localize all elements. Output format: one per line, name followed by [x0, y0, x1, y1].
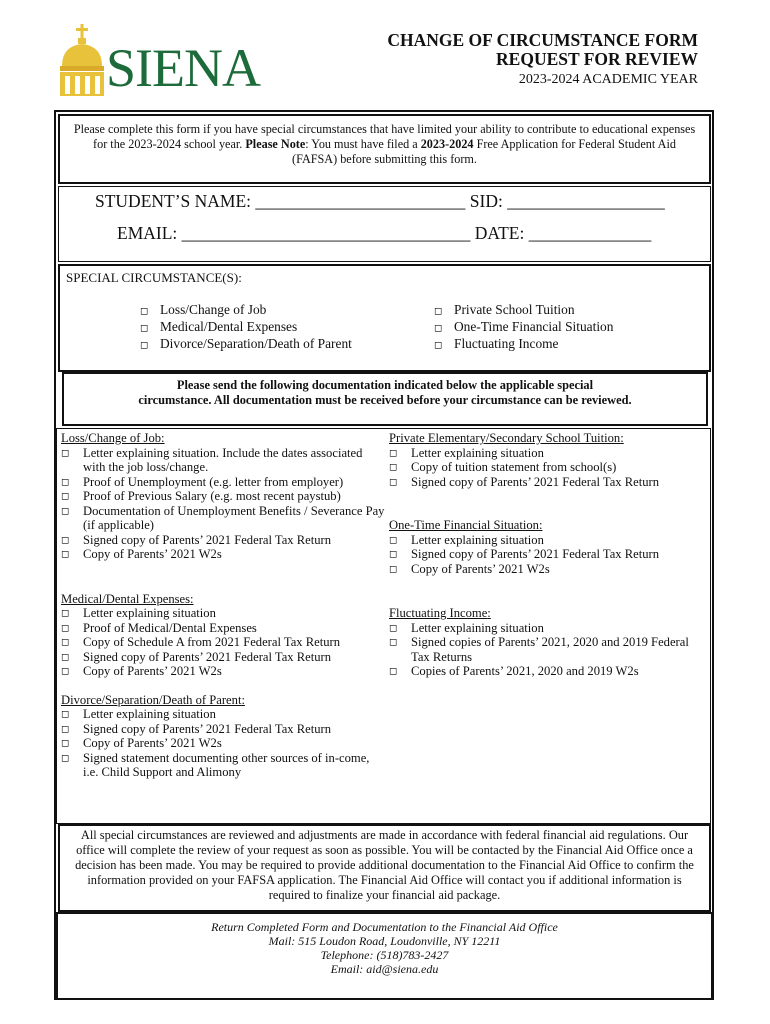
list-item: ◻ Letter explaining situation [389, 620, 544, 635]
docs-right-column [389, 431, 707, 679]
checkbox-icon[interactable]: ◻ [434, 306, 443, 317]
checkbox-icon[interactable]: ◻ [61, 549, 70, 560]
checkbox-icon[interactable]: ◻ [389, 462, 398, 473]
list-item: ◻ Signed statement documenting other sources of in-come, i.e. Child Support and Alimony [61, 750, 370, 779]
section-title: Medical/Dental Expenses [61, 591, 191, 606]
medical-section: Medical/Dental Expenses: ◻ Letter explaining situation ◻ Proof of Medical/Dental Expenses ◻ Copy of Schedule A from 2021 Federal Tax Return ◻ Signed copy of Parents’ 2021 Federal Tax Return ◻ Copy of Parents’ 2021 W2s [61, 592, 387, 679]
date-field[interactable]: DATE: ______________ [474, 223, 652, 243]
divorce-section: Divorce/Separation/Death of Parent: ◻ Letter explaining situation ◻ Signed copy of Parents’ 2021 Federal Tax Return ◻ Copy of Parents’ 2021 W2s ◻ Signed statement documenting other sources of in-come, i.e. Child Support and Alimony [61, 693, 387, 780]
circumstance-checkbox-item[interactable]: ◻ One-Time Financial Situation [434, 319, 614, 334]
loss-job-section: Loss/Change of Job: ◻ Letter explaining situation. Include the dates associated with the job loss/change. ◻ Proof of Unemployment (e.g. letter from employer) ◻ Proof of Previous Salary (e.g. most recent paystub) ◻ Documentation of Unemployment Benefits / Severance Pay (if applicable) ◻ Signed copy of Parents’ 2021 Federal Tax Return ◻ Copy of Parents’ 2021 W2s [61, 431, 387, 562]
section-title: Private Elementary/Secondary School Tuition [389, 431, 621, 445]
checkbox-icon[interactable]: ◻ [389, 563, 398, 575]
section-title: Divorce/Separation/Death of Parent [61, 692, 242, 707]
list-item: ◻ Proof of Previous Salary (e.g. most recent paystub) [61, 489, 341, 503]
fluctuating-section: Fluctuating Income: ◻ Letter explaining situation ◻ Signed copies of Parents’ 2021, 2020 and 2019 Federal Tax Returns ◻ Copies of Parents’ 2021, 2020 and 2019 W2s [389, 606, 707, 679]
note-label: Please Note [245, 137, 306, 151]
checkbox-icon[interactable]: ◻ [434, 340, 443, 351]
note-year: 2023-2024 [420, 137, 474, 151]
checkbox-icon[interactable]: ◻ [140, 340, 149, 351]
section-title: Loss/Change of Job [61, 431, 162, 445]
intro-instructions: Please complete this form if you have special circumstances that have limited your ability to contribute to educational expenses for the 2023-2024 school year. Please Note: You must have filed a 2023-2024 Free Application for Federal Student Aid (FAFSA) before submitting this form. [58, 114, 711, 184]
checkbox-icon[interactable]: ◻ [61, 666, 70, 677]
academic-year: 2023-2024 ACADEMIC YEAR [518, 72, 698, 87]
circumstance-checkbox-item[interactable]: ◻ Loss/Change of Job [140, 302, 267, 317]
list-item: ◻ Letter explaining situation [389, 445, 544, 460]
checkbox-icon[interactable]: ◻ [61, 738, 70, 749]
list-item: ◻ Copy of Parents’ 2021 W2s [389, 561, 550, 576]
circumstances-right-list [434, 302, 613, 353]
section-title: One-Time Financial Situation [389, 518, 539, 532]
list-item: ◻ Letter explaining situation [61, 606, 216, 620]
checkbox-icon[interactable]: ◻ [61, 622, 70, 634]
circumstances-left-list [140, 302, 352, 353]
section-title: Fluctuating Income [389, 606, 488, 620]
circumstance-checkbox-item[interactable]: ◻ Medical/Dental Expenses [140, 319, 298, 334]
circumstances-heading: SPECIAL CIRCUMSTANCE(S): [66, 270, 242, 285]
list-item: ◻ Signed copy of Parents’ 2021 Federal Tax Return [61, 721, 332, 736]
private-school-section: Private Elementary/Secondary School Tuition: ◻ Letter explaining situation ◻ Copy of tuition statement from school(s) ◻ Signed copy of Parents’ 2021 Federal Tax Return [389, 431, 707, 489]
siena-logo [56, 24, 286, 98]
checkbox-icon[interactable]: ◻ [61, 723, 70, 735]
checkbox-icon[interactable]: ◻ [389, 534, 398, 546]
checkbox-icon[interactable]: ◻ [61, 476, 70, 488]
list-item: ◻ Copies of Parents’ 2021, 2020 and 2019 W2s [389, 664, 639, 678]
documentation-notice: Please send the following documentation indicated below the applicable special circumstance. All documentation must be received before your circumstance can be reviewed. [62, 372, 708, 426]
email-contact[interactable]: Email: aid@siena.edu [330, 962, 439, 976]
form-subtitle: REQUEST FOR REVIEW [496, 49, 698, 69]
logo-wordmark: SIENA [106, 38, 260, 98]
checkbox-icon[interactable]: ◻ [389, 637, 398, 648]
telephone: Telephone: (518)783-2427 [320, 948, 449, 962]
circumstance-checkbox-item[interactable]: ◻ Divorce/Separation/Death of Parent [140, 336, 352, 351]
checkbox-icon[interactable]: ◻ [389, 549, 398, 560]
list-item: ◻ Signed copies of Parents’ 2021, 2020 and 2019 Federal Tax Returns [389, 635, 689, 664]
mail-address: Mail: 515 Loudon Road, Loudonville, NY 12211 [268, 934, 501, 948]
dome-icon [56, 24, 112, 98]
list-item: ◻ Copy of Schedule A from 2021 Federal Tax Return [61, 635, 341, 649]
checkbox-icon[interactable]: ◻ [389, 666, 398, 677]
checkbox-icon[interactable]: ◻ [389, 622, 398, 634]
list-item: ◻ Signed copy of Parents’ 2021 Federal Tax Return [389, 547, 660, 561]
checkbox-icon[interactable]: ◻ [389, 476, 398, 488]
checkbox-icon[interactable]: ◻ [140, 306, 149, 317]
list-item: ◻ Copy of Parents’ 2021 W2s [61, 664, 222, 678]
special-circumstances-section [58, 264, 711, 372]
list-item: ◻ Copy of tuition statement from school(s) [389, 460, 617, 474]
list-item: ◻ Signed copy of Parents’ 2021 Federal Tax Return [389, 474, 660, 489]
checkbox-icon[interactable]: ◻ [61, 637, 70, 648]
checkbox-icon[interactable]: ◻ [61, 534, 70, 546]
one-time-section: One-Time Financial Situation: ◻ Letter explaining situation ◻ Signed copy of Parents’ 2021 Federal Tax Return ◻ Copy of Parents’ 2021 W2s [389, 518, 707, 576]
student-info-section [58, 186, 711, 262]
checkbox-icon[interactable]: ◻ [61, 447, 70, 459]
list-item: ◻ Copy of Parents’ 2021 W2s [61, 736, 222, 750]
checkbox-icon[interactable]: ◻ [61, 491, 70, 502]
checkbox-icon[interactable]: ◻ [389, 447, 398, 459]
form-title: CHANGE OF CIRCUMSTANCE FORM [387, 30, 698, 50]
form-title-block [387, 31, 698, 89]
return-instructions [56, 912, 713, 1000]
circumstance-checkbox-item[interactable]: ◻ Fluctuating Income [434, 336, 559, 351]
circumstance-checkbox-item[interactable]: ◻ Private School Tuition [434, 302, 575, 317]
documentation-requirements [56, 428, 711, 824]
checkbox-icon[interactable]: ◻ [140, 323, 149, 334]
checkbox-icon[interactable]: ◻ [61, 651, 70, 663]
checkbox-icon[interactable]: ◻ [434, 323, 443, 334]
list-item: ◻ Proof of Unemployment (e.g. letter from employer) [61, 474, 344, 489]
list-item: ◻ Copy of Parents’ 2021 W2s [61, 547, 222, 561]
checkbox-icon[interactable]: ◻ [61, 608, 70, 619]
checkbox-icon[interactable]: ◻ [61, 752, 70, 764]
list-item: ◻ Documentation of Unemployment Benefits / Severance Pay (if applicable) [61, 503, 385, 532]
checkbox-icon[interactable]: ◻ [61, 709, 70, 720]
list-item: ◻ Letter explaining situation. Include the dates associated with the job loss/change. [61, 445, 363, 474]
list-item: ◻ Letter explaining situation [389, 532, 544, 547]
return-title: Return Completed Form and Documentation to the Financial Aid Office [211, 920, 558, 934]
list-item: ◻ Signed copy of Parents’ 2021 Federal Tax Return [61, 532, 332, 547]
list-item: ◻ Letter explaining situation [61, 707, 216, 721]
review-policy-note: All special circumstances are reviewed and adjustments are made in accordance with federal financial aid regulations. Our office will complete the review of your request as soon as possible. You will be contacted by the Financial Aid Office once a decision has been made. You may be required to provide additional documentation to the Financial Aid Office to confirm the information provided on your FAFSA application. The Financial Aid Office will contact you if additional information is required to finalize your financial aid package. [58, 824, 711, 912]
list-item: ◻ Signed copy of Parents’ 2021 Federal Tax Return [61, 649, 332, 664]
checkbox-icon[interactable]: ◻ [61, 505, 70, 517]
sid-field[interactable]: SID: __________________ [469, 191, 665, 211]
docs-left-column [61, 431, 387, 780]
list-item: ◻ Proof of Medical/Dental Expenses [61, 620, 257, 635]
email-field[interactable]: EMAIL: _________________________________ [117, 223, 471, 243]
student-name-field[interactable]: STUDENT’S NAME: ________________________ [95, 191, 466, 211]
